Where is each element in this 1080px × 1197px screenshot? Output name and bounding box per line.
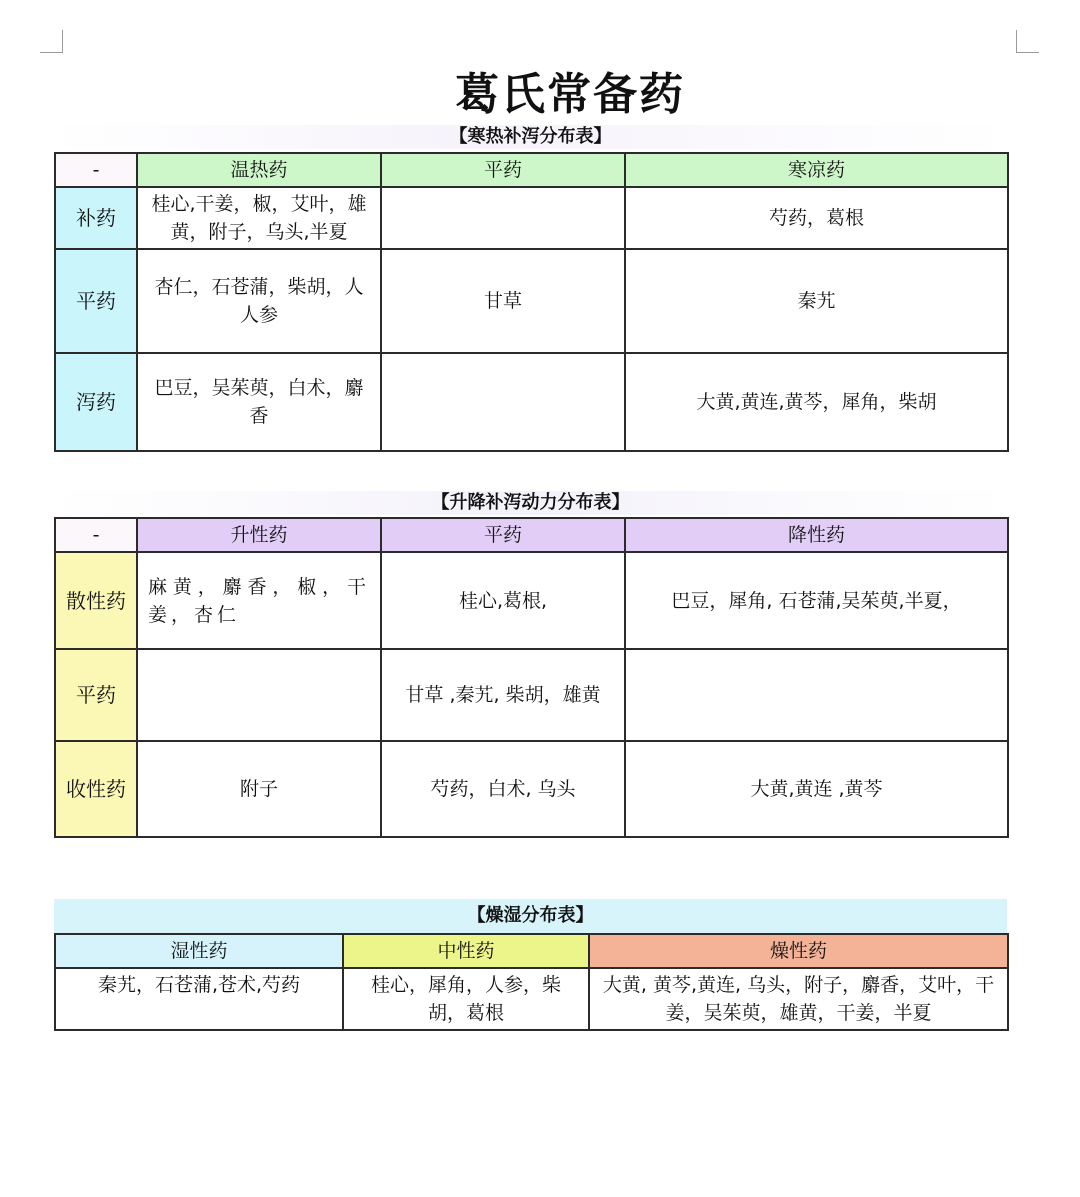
row-header: 泻药 — [55, 353, 137, 451]
row-header: 补药 — [55, 187, 137, 249]
table3-caption: 【燥湿分布表】 — [54, 899, 1007, 933]
ascend-descend-table — [54, 517, 1009, 838]
table-cell: 大黄,黄连,黄芩，犀角，柴胡 — [625, 353, 1008, 451]
page-corner-mark-top-left — [40, 30, 63, 53]
table-cell: 甘草 — [381, 249, 625, 353]
table-cell: 芍药，葛根 — [625, 187, 1008, 249]
table-cell — [381, 187, 625, 249]
table-cell: 杏仁，石苍蒲，柴胡，人人参 — [137, 249, 381, 353]
table-cell: 桂心,葛根, — [381, 552, 625, 649]
header-cell-neutral: 中性药 — [343, 934, 589, 968]
table-cell — [625, 649, 1008, 741]
header-cell-cold: 寒凉药 — [625, 153, 1008, 187]
header-cell-damp: 湿性药 — [55, 934, 343, 968]
table-row — [55, 741, 1008, 837]
table-cell: 秦艽，石苍蒲,苍术,芍药 — [55, 968, 343, 1030]
page-corner-mark-top-right — [1016, 30, 1039, 53]
table-row — [55, 187, 1008, 249]
table2-caption: 【升降补泻动力分布表】 — [54, 491, 1007, 515]
table-cell: 桂心,干姜，椒，艾叶，雄黄，附子，乌头,半夏 — [137, 187, 381, 249]
table-cell: 巴豆，吴茱萸，白术，麝香 — [137, 353, 381, 451]
table-header-row — [55, 934, 1008, 968]
table-row — [55, 552, 1008, 649]
row-header: 平药 — [55, 649, 137, 741]
table-cell: 附子 — [137, 741, 381, 837]
table-cell: 麻黄，麝香，椒，干姜，杏仁 — [137, 552, 381, 649]
table-row — [55, 649, 1008, 741]
table-row — [55, 249, 1008, 353]
table-cell: 巴豆，犀角, 石苍蒲,吴茱萸,半夏， — [625, 552, 1008, 649]
header-cell-dry: 燥性药 — [589, 934, 1008, 968]
header-cell-ascending: 升性药 — [137, 518, 381, 552]
table-cell: 秦艽 — [625, 249, 1008, 353]
table-cell — [381, 353, 625, 451]
header-cell-corner: - — [55, 153, 137, 187]
header-cell-neutral: 平药 — [381, 518, 625, 552]
header-cell-corner: - — [55, 518, 137, 552]
header-cell-warm: 温热药 — [137, 153, 381, 187]
table-cell: 大黄, 黄芩,黄连, 乌头，附子，麝香，艾叶，干姜，吴茱萸，雄黄，干姜，半夏 — [589, 968, 1008, 1030]
table-cell: 甘草 ,秦艽, 柴胡，雄黄 — [381, 649, 625, 741]
document-title: 葛氏常备药 — [455, 69, 685, 120]
table-row — [55, 353, 1008, 451]
table-cell: 桂心，犀角，人参，柴胡，葛根 — [343, 968, 589, 1030]
row-header: 收性药 — [55, 741, 137, 837]
dry-damp-table — [54, 933, 1009, 1031]
table-cell — [137, 649, 381, 741]
table-header-row — [55, 518, 1008, 552]
table1-caption: 【寒热补泻分布表】 — [54, 125, 1007, 149]
table-cell: 大黄,黄连 ,黄芩 — [625, 741, 1008, 837]
row-header: 平药 — [55, 249, 137, 353]
cold-heat-table — [54, 152, 1009, 452]
table-row — [55, 968, 1008, 1030]
row-header: 散性药 — [55, 552, 137, 649]
table-cell: 芍药，白术, 乌头 — [381, 741, 625, 837]
header-cell-descending: 降性药 — [625, 518, 1008, 552]
table-header-row — [55, 153, 1008, 187]
header-cell-neutral: 平药 — [381, 153, 625, 187]
